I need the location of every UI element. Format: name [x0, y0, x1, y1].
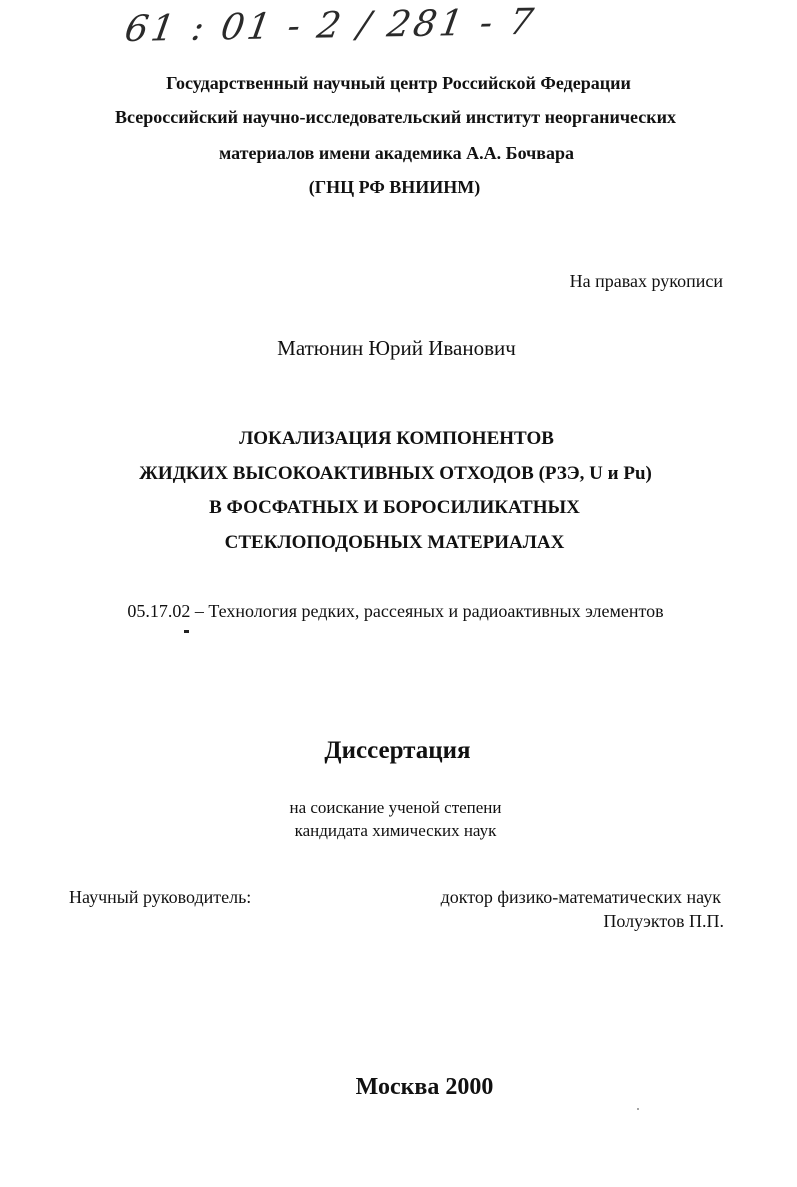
stray-mark	[184, 630, 189, 633]
author-name: Матюнин Юрий Иванович	[277, 336, 516, 360]
specialty-code: 05.17.02 – Технология редких, рассеяных и радиоактивных элементов	[127, 601, 664, 621]
document-type-heading: Диссертация	[324, 737, 471, 764]
title-line-4: СТЕКЛОПОДОБНЫХ МАТЕРИАЛАХ	[224, 532, 565, 553]
title-line-2: ЖИДКИХ ВЫСОКОАКТИВНЫХ ОТХОДОВ (РЗЭ, U и Pu)	[139, 463, 652, 484]
title-line-1: ЛОКАЛИЗАЦИЯ КОМПОНЕНТОВ	[239, 428, 554, 449]
organization-line-3: материалов имени академика А.А. Бочвара	[218, 143, 575, 163]
scan-speck	[637, 1108, 639, 1110]
title-line-3: В ФОСФАТНЫХ И БОРОСИЛИКАТНЫХ	[209, 497, 580, 518]
supervisor-degree: доктор физико-математических наук	[440, 887, 721, 907]
supervisor-name: Полуэктов П.П.	[603, 911, 724, 931]
manuscript-rights-note: На правах рукописи	[569, 271, 723, 291]
handwritten-archive-code: 61 : 01 - 2 / 281 - 7	[121, 1, 539, 50]
organization-abbreviation: (ГНЦ РФ ВНИИНМ)	[308, 177, 481, 197]
supervisor-label: Научный руководитель:	[69, 887, 252, 907]
organization-line-2: Всероссийский научно-исследовательский институт неорганических	[115, 107, 676, 127]
degree-line-1: на соискание ученой степени	[289, 798, 502, 817]
degree-line-2: кандидата химических наук	[294, 821, 497, 840]
organization-line-1: Государственный научный центр Российской Федерации	[166, 73, 631, 93]
city-year: Москва 2000	[355, 1074, 494, 1100]
